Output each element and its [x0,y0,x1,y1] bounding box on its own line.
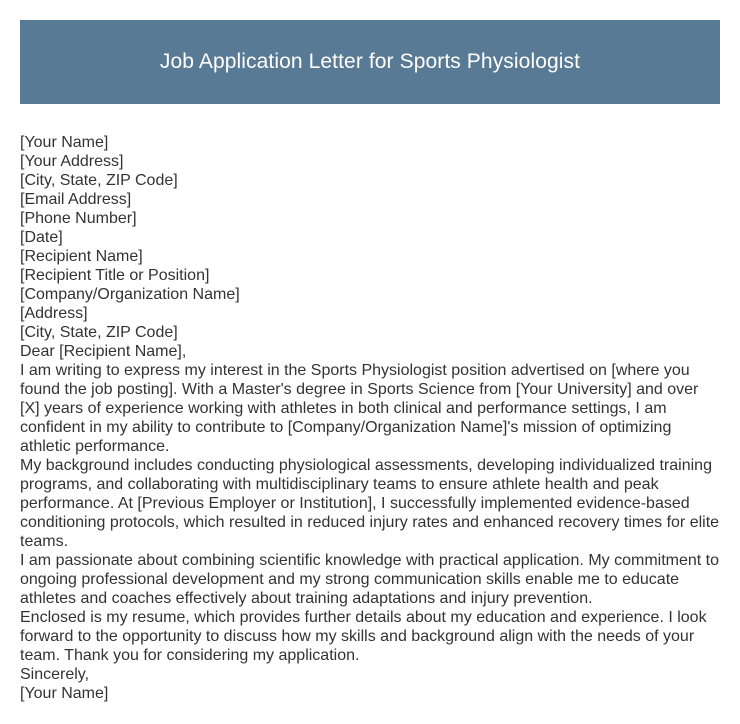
sender-address: [Your Address] [20,153,124,170]
recipient-company: [Company/Organization Name] [20,286,240,303]
sender-phone: [Phone Number] [20,210,137,227]
sender-city-state-zip: [City, State, ZIP Code] [20,172,178,189]
salutation: Dear [Recipient Name], [20,343,187,360]
sender-name: [Your Name] [20,134,109,151]
paragraph-passion: I am passionate about combining scientific knowledge with practical application. My commitment to ongoing professional development and my strong communication skills enable me to educate athletes and coaches effectively about training adaptations and injury prevention. [20,552,719,607]
paragraph-closing: Enclosed is my resume, which provides further details about my education and experience. I look forward to the opportunity to discuss how my skills and background align with the needs of your team. Thank you for considering my application. [20,609,707,664]
paragraph-background: My background includes conducting physiological assessments, developing individualized training programs, and collaborating with multidisciplinary teams to ensure athlete health and peak performance. At [Previous Employer or Institution], I successfully implemented evidence-based conditioning protocols, which resulted in reduced injury rates and enhanced recovery times for elite teams. [20,457,720,550]
letter-date: [Date] [20,229,63,246]
paragraph-intro: I am writing to express my interest in the Sports Physiologist position advertised on [where you found the job posting]. With a Master's degree in Sports Science from [Your University] and over [X] years of experience working with athletes in both clinical and performance settings, I am confident in my ability to contribute to [Company/Organization Name]'s mission of optimizing athletic performance. [20,362,699,455]
recipient-title: [Recipient Title or Position] [20,267,210,284]
letter-body [20,133,722,703]
recipient-city-state-zip: [City, State, ZIP Code] [20,324,178,341]
letter-header-banner [20,20,720,104]
closing: Sincerely, [20,666,90,683]
page-title: Job Application Letter for Sports Physiologist [159,50,581,73]
recipient-name: [Recipient Name] [20,248,143,265]
sender-email: [Email Address] [20,191,132,208]
recipient-address: [Address] [20,305,88,322]
signature: [Your Name] [20,685,109,702]
